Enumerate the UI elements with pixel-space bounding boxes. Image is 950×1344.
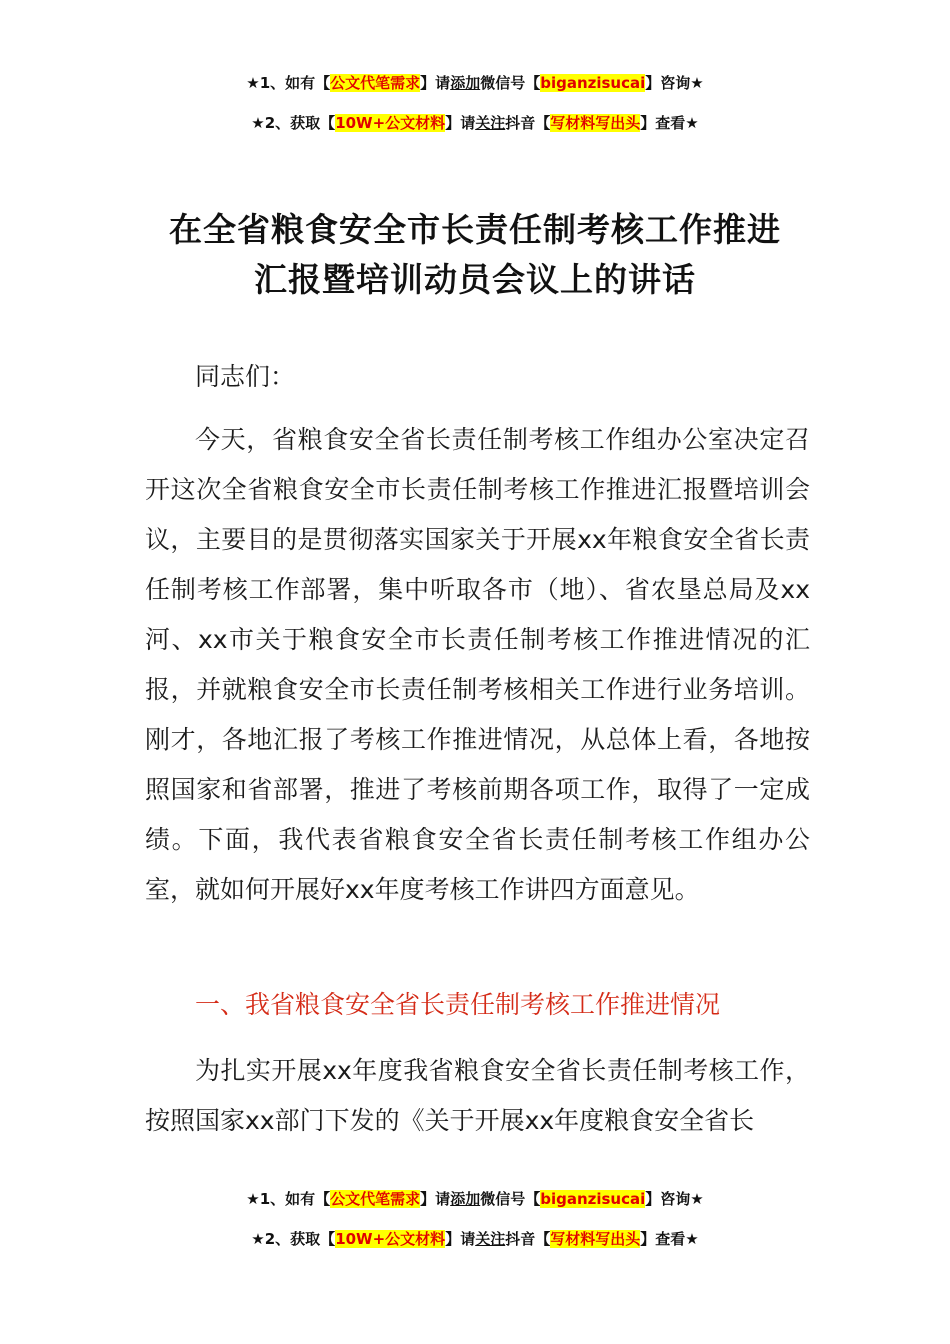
paragraph-intro: 今天，省粮食安全省长责任制考核工作组办公室决定召开这次全省粮食安全市长责任制考核工作推进汇报暨培训会议，主要目的是贯彻落实国家关于开展xx年粮食安全省长责任制考核工作部署，集中听取各市（地）、省农垦总局及xx河、xx市关于粮食安全市长责任制考核工作推进情况的汇报，并就粮食安全市长责任制考核相关工作进行业务培训。刚才，各地汇报了考核工作推进情况，从总体上看，各地按照国家和省部署，推进了考核前期各项工作，取得了一定成绩。下面，我代表省粮食安全省长责任制考核工作组办公室，就如何开展好xx年度考核工作讲四方面意见。	[145, 425, 810, 904]
highlight-douyin-account: 写材料写出头	[550, 1230, 641, 1248]
highlight-materials: 10W+公文材料	[335, 1230, 446, 1248]
highlight-writing-service: 公文代笔需求	[330, 1190, 421, 1208]
highlight-douyin-account: 写材料写出头	[550, 114, 641, 132]
top-banner-line-2: ★2、获取【10W+公文材料】请关注抖音【写材料写出头】查看★	[251, 114, 699, 132]
highlight-materials: 10W+公文材料	[335, 114, 446, 132]
bottom-banner-line-2: ★2、获取【10W+公文材料】请关注抖音【写材料写出头】查看★	[251, 1230, 699, 1248]
salutation: 同志们：	[195, 362, 296, 391]
section-heading-1: 一、我省粮食安全省长责任制考核工作推进情况	[195, 990, 721, 1019]
highlight-wechat-id: biganzisucai	[540, 1190, 646, 1208]
document-title-line-1: 在全省粮食安全市长责任制考核工作推进	[169, 210, 781, 249]
document-title-line-2: 汇报暨培训动员会议上的讲话	[254, 260, 696, 299]
paragraph-section-1: 为扎实开展xx年度我省粮食安全省长责任制考核工作，按照国家xx部门下发的《关于开展xx年度粮食安全省长	[145, 1056, 810, 1135]
highlight-writing-service: 公文代笔需求	[330, 74, 421, 92]
highlight-wechat-id: biganzisucai	[540, 74, 646, 92]
bottom-banner-line-1: ★1、如有【公文代笔需求】请添加微信号【biganzisucai】咨询★	[246, 1190, 704, 1208]
top-banner-line-1: ★1、如有【公文代笔需求】请添加微信号【biganzisucai】咨询★	[246, 74, 704, 92]
